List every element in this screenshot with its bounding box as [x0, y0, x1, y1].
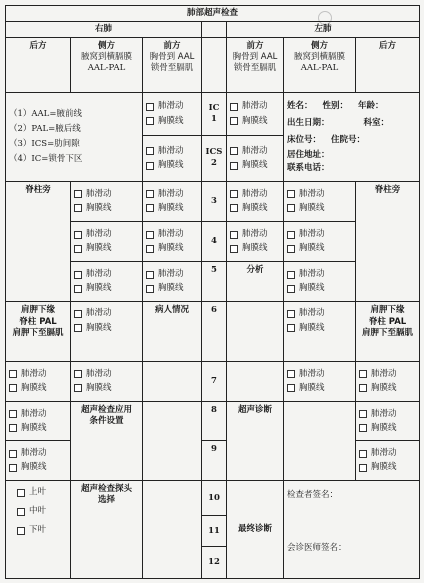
left-anterior-ic: 肺滑动 胸膜线 — [227, 92, 284, 135]
right-lateral-6: 肺滑动 胸膜线 — [71, 302, 143, 361]
right-paravertebral-label: 脊柱旁 — [6, 181, 71, 302]
checkbox[interactable] — [74, 285, 82, 293]
checkbox[interactable] — [74, 271, 82, 279]
row-number: 8 — [202, 401, 227, 440]
right-posterior-9: 肺滑动 胸膜线 — [6, 441, 71, 481]
checkbox[interactable] — [146, 103, 154, 111]
checkbox[interactable] — [359, 424, 367, 432]
checkbox[interactable] — [287, 245, 295, 253]
checkbox[interactable] — [230, 231, 238, 239]
checkbox[interactable] — [9, 370, 17, 378]
checkbox[interactable] — [146, 190, 154, 198]
exam-conditions-label: 超声检查应用 条件设置 — [71, 401, 143, 480]
left-scapular-label: 肩胛下缘 脊柱 PAL 肩胛下至膈肌 — [356, 302, 420, 361]
checkbox[interactable] — [146, 245, 154, 253]
checkbox[interactable] — [74, 204, 82, 212]
checkbox[interactable] — [287, 285, 295, 293]
checkbox[interactable] — [74, 310, 82, 318]
checkbox[interactable] — [17, 527, 25, 535]
analysis-label: 分析 — [227, 262, 284, 302]
checkbox[interactable] — [287, 324, 295, 332]
checkbox[interactable] — [146, 147, 154, 155]
right-scapular-label: 肩胛下缘 脊柱 PAL 肩胛下至膈肌 — [6, 302, 71, 361]
row-number: 11 — [202, 516, 227, 547]
checkbox[interactable] — [9, 424, 17, 432]
patient-condition-label: 病人情况 — [143, 302, 202, 361]
left-anterior-4: 肺滑动 胸膜线 — [227, 221, 284, 261]
right-posterior-header: 后方 — [6, 37, 71, 92]
checkbox[interactable] — [146, 271, 154, 279]
checkbox[interactable] — [9, 384, 17, 392]
left-anterior-header: 前方 胸骨到 AAL 锁骨至膈肌 — [227, 37, 284, 92]
checkbox[interactable] — [359, 464, 367, 472]
checkbox[interactable] — [146, 162, 154, 170]
checkbox[interactable] — [230, 117, 238, 125]
form-title: 肺部超声检查 — [6, 6, 420, 22]
right-lateral-7: 肺滑动 胸膜线 — [71, 361, 143, 401]
right-anterior-5: 肺滑动 胸膜线 — [143, 262, 202, 302]
checkbox[interactable] — [230, 162, 238, 170]
exam-table — [5, 5, 420, 579]
checkbox[interactable] — [230, 204, 238, 212]
lobe-selection: 上叶 中叶 下叶 — [6, 481, 71, 579]
checkbox[interactable] — [9, 410, 17, 418]
right-lateral-4: 肺滑动 胸膜线 — [71, 221, 143, 261]
checkbox[interactable] — [74, 190, 82, 198]
physician-signature[interactable]: 会诊医师签名： — [287, 543, 347, 554]
signatures — [284, 481, 420, 579]
checkbox[interactable] — [146, 285, 154, 293]
left-lateral-6: 肺滑动 胸膜线 — [284, 302, 356, 361]
abbreviation-legend: （1）AAL=腋前线 （2）PAL=腋后线 （3）ICS=肋间隙 （4）IC=锁骨下区 — [6, 92, 143, 181]
row-number: 6 — [202, 302, 227, 361]
left-lateral-4: 肺滑动 胸膜线 — [284, 221, 356, 261]
left-lateral-7: 肺滑动 胸膜线 — [284, 361, 356, 401]
row-number: 3 — [202, 181, 227, 221]
checkbox[interactable] — [9, 464, 17, 472]
left-lung-header: 左肺 — [227, 21, 420, 37]
checkbox[interactable] — [287, 384, 295, 392]
checkbox[interactable] — [287, 271, 295, 279]
ultrasound-diagnosis-label: 超声诊断 — [227, 401, 284, 480]
left-posterior-9: 肺滑动 胸膜线 — [356, 441, 420, 481]
left-posterior-8: 肺滑动 胸膜线 — [356, 401, 420, 440]
examiner-signature[interactable]: 检查者签名： — [287, 490, 339, 501]
checkbox[interactable] — [74, 370, 82, 378]
right-anterior-ics: 肺滑动 胸膜线 — [143, 136, 202, 182]
checkbox[interactable] — [230, 147, 238, 155]
checkbox[interactable] — [17, 489, 25, 497]
right-anterior-4: 肺滑动 胸膜线 — [143, 221, 202, 261]
patient-info: 姓名： 性别： 年龄： 出生日期： 科室： 床位号： 住院号： 居住地址： 联系电话： — [284, 92, 420, 181]
checkbox[interactable] — [287, 190, 295, 198]
row-number: 4 — [202, 221, 227, 261]
checkbox[interactable] — [74, 245, 82, 253]
left-posterior-7: 肺滑动 胸膜线 — [356, 361, 420, 401]
checkbox[interactable] — [230, 190, 238, 198]
left-lateral-3: 肺滑动 胸膜线 — [284, 181, 356, 221]
row-number: 9 — [202, 441, 227, 481]
right-posterior-7: 肺滑动 胸膜线 — [6, 361, 71, 401]
final-diagnosis-label: 最终诊断 — [227, 481, 284, 579]
probe-selection-label: 超声检查探头 选择 — [71, 481, 143, 579]
checkbox[interactable] — [146, 231, 154, 239]
row-number: 7 — [202, 361, 227, 401]
checkbox[interactable] — [359, 384, 367, 392]
row-number: IC 1 — [202, 92, 227, 135]
left-paravertebral-label: 脊柱旁 — [356, 181, 420, 302]
right-anterior-3: 肺滑动 胸膜线 — [143, 181, 202, 221]
left-anterior-ics: 肺滑动 胸膜线 — [227, 136, 284, 182]
right-lateral-5: 肺滑动 胸膜线 — [71, 262, 143, 302]
checkbox[interactable] — [74, 384, 82, 392]
checkbox[interactable] — [230, 103, 238, 111]
checkbox[interactable] — [359, 410, 367, 418]
checkbox[interactable] — [146, 204, 154, 212]
checkbox[interactable] — [74, 324, 82, 332]
checkbox[interactable] — [359, 370, 367, 378]
right-lateral-header: 侧方 腋窝到横膈膜 AAL-PAL — [71, 37, 143, 92]
checkbox[interactable] — [287, 370, 295, 378]
right-lung-header: 右肺 — [6, 21, 202, 37]
right-posterior-8: 肺滑动 胸膜线 — [6, 401, 71, 440]
checkbox[interactable] — [230, 245, 238, 253]
row-number: 12 — [202, 547, 227, 579]
right-lateral-3: 肺滑动 胸膜线 — [71, 181, 143, 221]
right-anterior-header: 前方 胸骨到 AAL 锁骨至膈肌 — [143, 37, 202, 92]
checkbox[interactable] — [287, 204, 295, 212]
left-anterior-3: 肺滑动 胸膜线 — [227, 181, 284, 221]
left-posterior-header: 后方 — [356, 37, 420, 92]
checkbox[interactable] — [287, 310, 295, 318]
row-number: 5 — [202, 262, 227, 302]
right-anterior-ic: 肺滑动 胸膜线 — [143, 92, 202, 135]
left-lateral-5: 肺滑动 胸膜线 — [284, 262, 356, 302]
checkbox[interactable] — [287, 231, 295, 239]
left-lateral-header: 侧方 腋窝到横膈膜 AAL-PAL — [284, 37, 356, 92]
checkbox[interactable] — [74, 231, 82, 239]
row-number: 10 — [202, 481, 227, 516]
checkbox[interactable] — [146, 117, 154, 125]
checkbox[interactable] — [359, 450, 367, 458]
checkbox[interactable] — [17, 508, 25, 516]
row-number: ICS 2 — [202, 136, 227, 182]
checkbox[interactable] — [9, 450, 17, 458]
